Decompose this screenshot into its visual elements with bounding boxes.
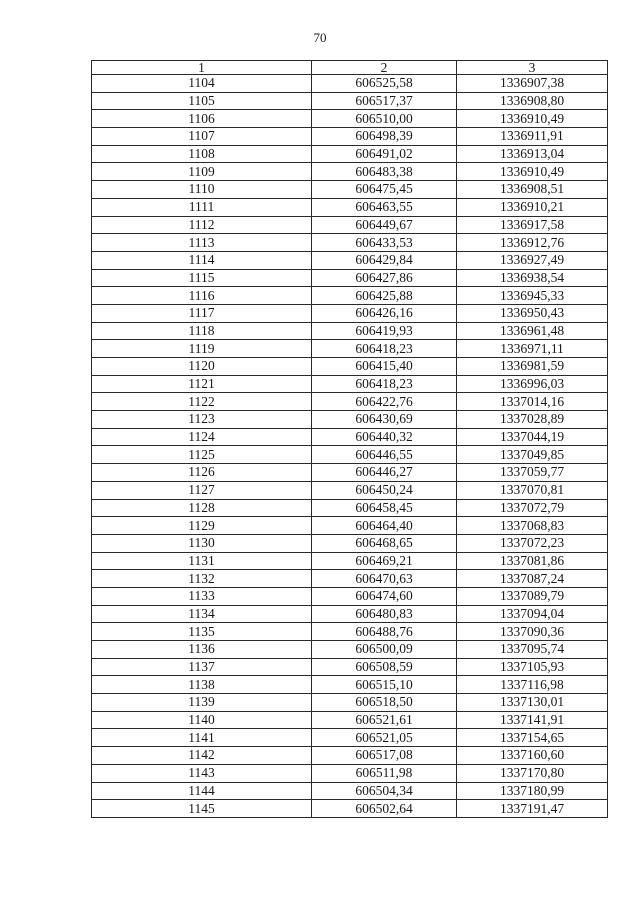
- table-row: [92, 304, 608, 322]
- point-number-cell: 1143: [92, 764, 312, 782]
- table-row: [92, 782, 608, 800]
- point-number-cell: 1119: [92, 340, 312, 358]
- point-number-cell: 1111: [92, 198, 312, 216]
- column-header-y: 3: [457, 61, 608, 75]
- point-number-cell: 1110: [92, 181, 312, 199]
- x-coordinate-cell: 606521,05: [312, 729, 457, 747]
- table-row: [92, 269, 608, 287]
- point-number-cell: 1133: [92, 587, 312, 605]
- x-coordinate-cell: 606429,84: [312, 251, 457, 269]
- table-row: [92, 694, 608, 712]
- y-coordinate-cell: 1337180,99: [457, 782, 608, 800]
- table-row: [92, 676, 608, 694]
- y-coordinate-cell: 1337170,80: [457, 764, 608, 782]
- x-coordinate-cell: 606427,86: [312, 269, 457, 287]
- point-number-cell: 1115: [92, 269, 312, 287]
- x-coordinate-cell: 606440,32: [312, 428, 457, 446]
- y-coordinate-cell: 1337044,19: [457, 428, 608, 446]
- table-row: [92, 110, 608, 128]
- point-number-cell: 1134: [92, 605, 312, 623]
- x-coordinate-cell: 606446,27: [312, 464, 457, 482]
- point-number-cell: 1107: [92, 128, 312, 146]
- x-coordinate-cell: 606430,69: [312, 411, 457, 429]
- point-number-cell: 1138: [92, 676, 312, 694]
- x-coordinate-cell: 606474,60: [312, 587, 457, 605]
- x-coordinate-cell: 606517,08: [312, 747, 457, 765]
- table-row: [92, 181, 608, 199]
- point-number-cell: 1117: [92, 304, 312, 322]
- y-coordinate-cell: 1337087,24: [457, 570, 608, 588]
- x-coordinate-cell: 606518,50: [312, 694, 457, 712]
- point-number-cell: 1125: [92, 446, 312, 464]
- y-coordinate-cell: 1337059,77: [457, 464, 608, 482]
- x-coordinate-cell: 606504,34: [312, 782, 457, 800]
- point-number-cell: 1137: [92, 658, 312, 676]
- x-coordinate-cell: 606468,65: [312, 534, 457, 552]
- table-row: [92, 375, 608, 393]
- point-number-cell: 1106: [92, 110, 312, 128]
- table-row: [92, 322, 608, 340]
- x-coordinate-cell: 606422,76: [312, 393, 457, 411]
- point-number-cell: 1145: [92, 800, 312, 818]
- point-number-cell: 1118: [92, 322, 312, 340]
- coordinates-table: [91, 60, 608, 818]
- table-row: [92, 517, 608, 535]
- point-number-cell: 1126: [92, 464, 312, 482]
- y-coordinate-cell: 1337090,36: [457, 623, 608, 641]
- x-coordinate-cell: 606511,98: [312, 764, 457, 782]
- y-coordinate-cell: 1336908,51: [457, 181, 608, 199]
- x-coordinate-cell: 606419,93: [312, 322, 457, 340]
- table-row: [92, 800, 608, 818]
- table-row: [92, 428, 608, 446]
- table-row: [92, 446, 608, 464]
- table-row: [92, 198, 608, 216]
- x-coordinate-cell: 606475,45: [312, 181, 457, 199]
- point-number-cell: 1127: [92, 481, 312, 499]
- x-coordinate-cell: 606525,58: [312, 75, 457, 93]
- x-coordinate-cell: 606446,55: [312, 446, 457, 464]
- y-coordinate-cell: 1336971,11: [457, 340, 608, 358]
- x-coordinate-cell: 606464,40: [312, 517, 457, 535]
- point-number-cell: 1105: [92, 92, 312, 110]
- table-row: [92, 729, 608, 747]
- x-coordinate-cell: 606521,61: [312, 711, 457, 729]
- y-coordinate-cell: 1336907,38: [457, 75, 608, 93]
- point-number-cell: 1123: [92, 411, 312, 429]
- x-coordinate-cell: 606450,24: [312, 481, 457, 499]
- table-row: [92, 358, 608, 376]
- point-number-cell: 1136: [92, 641, 312, 659]
- column-header-x: 2: [312, 61, 457, 75]
- table-row: [92, 92, 608, 110]
- point-number-cell: 1114: [92, 251, 312, 269]
- page-number: 70: [313, 30, 327, 45]
- x-coordinate-cell: 606517,37: [312, 92, 457, 110]
- x-coordinate-cell: 606418,23: [312, 375, 457, 393]
- x-coordinate-cell: 606418,23: [312, 340, 457, 358]
- table-row: [92, 711, 608, 729]
- table-row: [92, 234, 608, 252]
- y-coordinate-cell: 1337160,60: [457, 747, 608, 765]
- y-coordinate-cell: 1337130,01: [457, 694, 608, 712]
- y-coordinate-cell: 1336910,49: [457, 110, 608, 128]
- point-number-cell: 1104: [92, 75, 312, 93]
- table-row: [92, 287, 608, 305]
- table-row: [92, 552, 608, 570]
- table-row: [92, 570, 608, 588]
- table-row: [92, 481, 608, 499]
- y-coordinate-cell: 1337094,04: [457, 605, 608, 623]
- table-row: [92, 393, 608, 411]
- x-coordinate-cell: 606498,39: [312, 128, 457, 146]
- point-number-cell: 1116: [92, 287, 312, 305]
- y-coordinate-cell: 1337089,79: [457, 587, 608, 605]
- x-coordinate-cell: 606425,88: [312, 287, 457, 305]
- y-coordinate-cell: 1336938,54: [457, 269, 608, 287]
- y-coordinate-cell: 1336945,33: [457, 287, 608, 305]
- point-number-cell: 1130: [92, 534, 312, 552]
- x-coordinate-cell: 606458,45: [312, 499, 457, 517]
- point-number-cell: 1122: [92, 393, 312, 411]
- y-coordinate-cell: 1337154,65: [457, 729, 608, 747]
- x-coordinate-cell: 606508,59: [312, 658, 457, 676]
- x-coordinate-cell: 606426,16: [312, 304, 457, 322]
- y-coordinate-cell: 1337072,23: [457, 534, 608, 552]
- y-coordinate-cell: 1336917,58: [457, 216, 608, 234]
- y-coordinate-cell: 1336910,49: [457, 163, 608, 181]
- x-coordinate-cell: 606469,21: [312, 552, 457, 570]
- point-number-cell: 1139: [92, 694, 312, 712]
- y-coordinate-cell: 1337014,16: [457, 393, 608, 411]
- table-row: [92, 534, 608, 552]
- point-number-cell: 1124: [92, 428, 312, 446]
- x-coordinate-cell: 606502,64: [312, 800, 457, 818]
- y-coordinate-cell: 1336981,59: [457, 358, 608, 376]
- y-coordinate-cell: 1337191,47: [457, 800, 608, 818]
- point-number-cell: 1121: [92, 375, 312, 393]
- y-coordinate-cell: 1337095,74: [457, 641, 608, 659]
- x-coordinate-cell: 606415,40: [312, 358, 457, 376]
- y-coordinate-cell: 1337070,81: [457, 481, 608, 499]
- table-row: [92, 216, 608, 234]
- table-row: [92, 764, 608, 782]
- point-number-cell: 1140: [92, 711, 312, 729]
- x-coordinate-cell: 606470,63: [312, 570, 457, 588]
- x-coordinate-cell: 606433,53: [312, 234, 457, 252]
- y-coordinate-cell: 1336910,21: [457, 198, 608, 216]
- point-number-cell: 1120: [92, 358, 312, 376]
- table-row: [92, 623, 608, 641]
- point-number-cell: 1142: [92, 747, 312, 765]
- table-body: [92, 75, 608, 818]
- x-coordinate-cell: 606449,67: [312, 216, 457, 234]
- table-row: [92, 163, 608, 181]
- y-coordinate-cell: 1336911,91: [457, 128, 608, 146]
- point-number-cell: 1128: [92, 499, 312, 517]
- point-number-cell: 1129: [92, 517, 312, 535]
- table-row: [92, 411, 608, 429]
- x-coordinate-cell: 606500,09: [312, 641, 457, 659]
- y-coordinate-cell: 1337028,89: [457, 411, 608, 429]
- y-coordinate-cell: 1336913,04: [457, 145, 608, 163]
- point-number-cell: 1132: [92, 570, 312, 588]
- table-row: [92, 145, 608, 163]
- y-coordinate-cell: 1336912,76: [457, 234, 608, 252]
- table-row: [92, 605, 608, 623]
- table-row: [92, 641, 608, 659]
- x-coordinate-cell: 606515,10: [312, 676, 457, 694]
- table-row: [92, 128, 608, 146]
- column-header-point: 1: [92, 61, 312, 75]
- table-row: [92, 464, 608, 482]
- point-number-cell: 1113: [92, 234, 312, 252]
- point-number-cell: 1112: [92, 216, 312, 234]
- table-row: [92, 340, 608, 358]
- x-coordinate-cell: 606483,38: [312, 163, 457, 181]
- x-coordinate-cell: 606510,00: [312, 110, 457, 128]
- x-coordinate-cell: 606488,76: [312, 623, 457, 641]
- table-row: [92, 499, 608, 517]
- x-coordinate-cell: 606491,02: [312, 145, 457, 163]
- y-coordinate-cell: 1336950,43: [457, 304, 608, 322]
- y-coordinate-cell: 1337081,86: [457, 552, 608, 570]
- table-row: [92, 587, 608, 605]
- y-coordinate-cell: 1336908,80: [457, 92, 608, 110]
- point-number-cell: 1108: [92, 145, 312, 163]
- point-number-cell: 1141: [92, 729, 312, 747]
- y-coordinate-cell: 1337105,93: [457, 658, 608, 676]
- y-coordinate-cell: 1337049,85: [457, 446, 608, 464]
- table-row: [92, 251, 608, 269]
- point-number-cell: 1135: [92, 623, 312, 641]
- y-coordinate-cell: 1337068,83: [457, 517, 608, 535]
- y-coordinate-cell: 1337141,91: [457, 711, 608, 729]
- table-row: [92, 658, 608, 676]
- y-coordinate-cell: 1337116,98: [457, 676, 608, 694]
- y-coordinate-cell: 1336996,03: [457, 375, 608, 393]
- y-coordinate-cell: 1336961,48: [457, 322, 608, 340]
- point-number-cell: 1131: [92, 552, 312, 570]
- x-coordinate-cell: 606463,55: [312, 198, 457, 216]
- point-number-cell: 1144: [92, 782, 312, 800]
- table-row: [92, 75, 608, 93]
- table-row: [92, 747, 608, 765]
- y-coordinate-cell: 1336927,49: [457, 251, 608, 269]
- point-number-cell: 1109: [92, 163, 312, 181]
- x-coordinate-cell: 606480,83: [312, 605, 457, 623]
- table-header-row: [92, 61, 608, 75]
- y-coordinate-cell: 1337072,79: [457, 499, 608, 517]
